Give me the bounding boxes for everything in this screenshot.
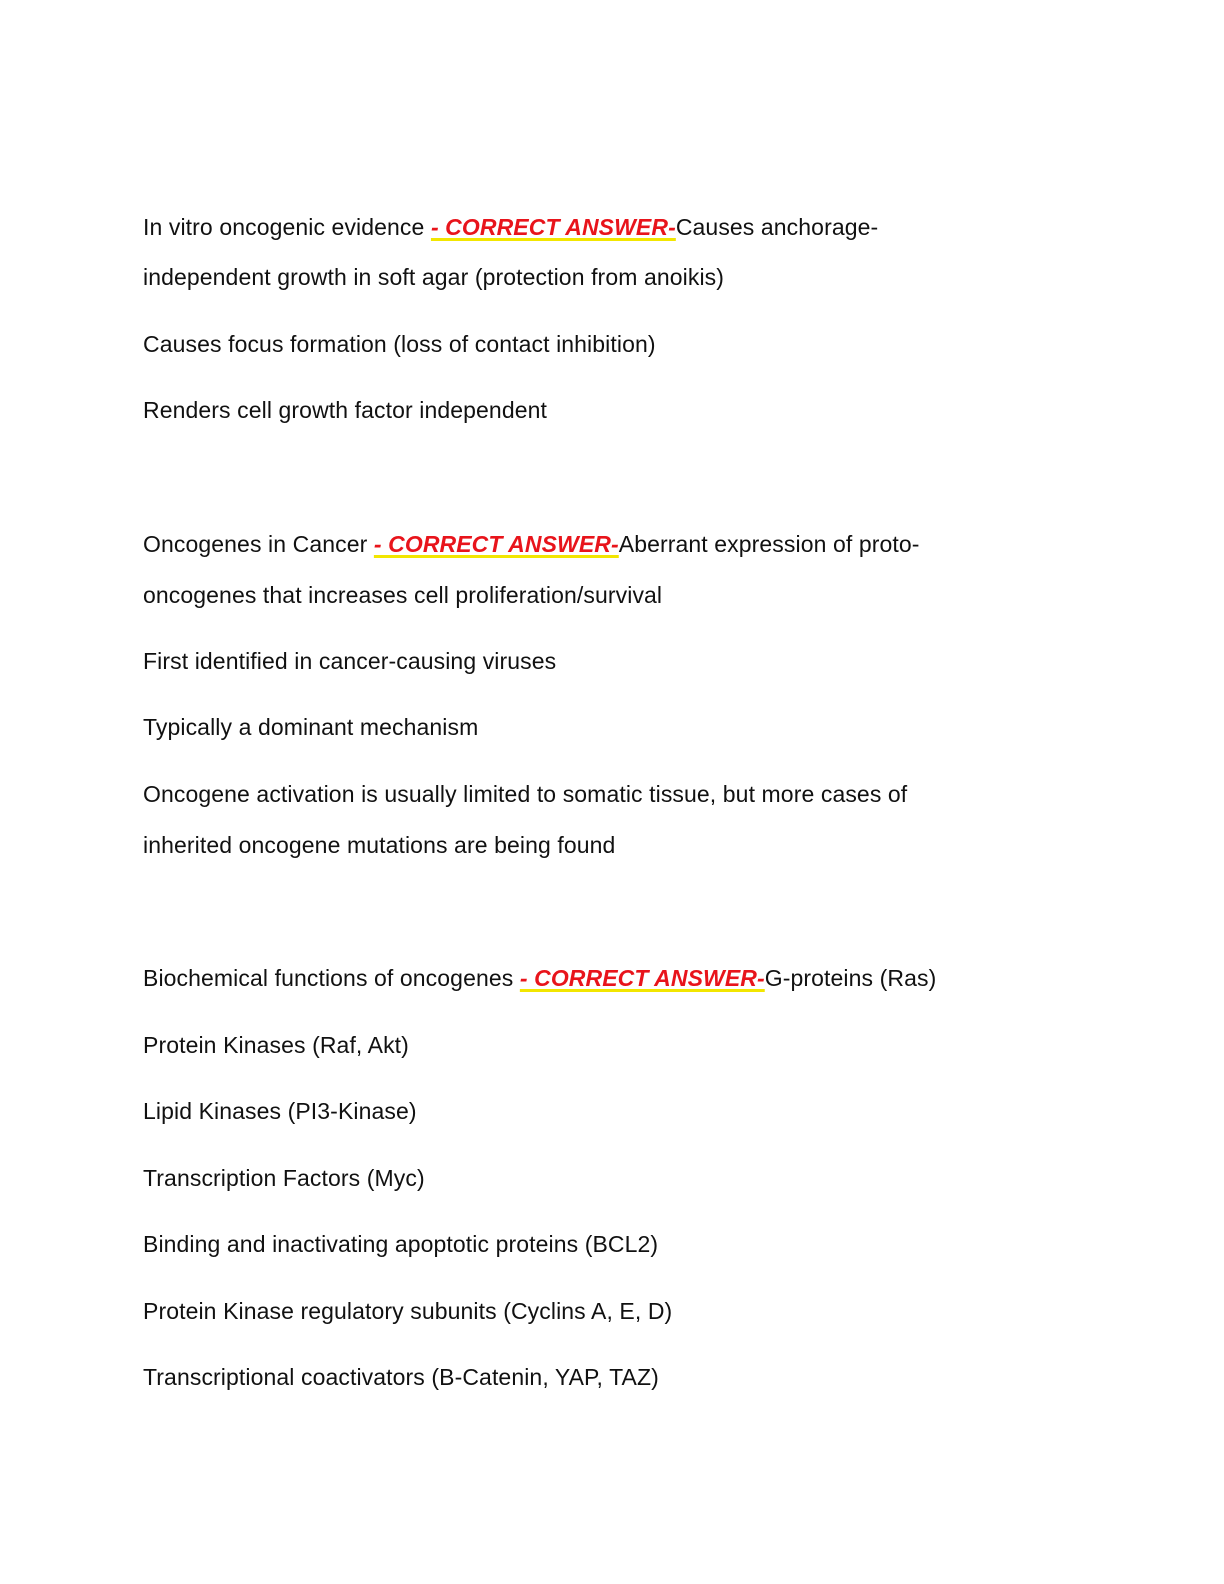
card-2-answer-start: Aberrant expression of proto- <box>618 531 920 557</box>
card-1-question-line <box>143 212 878 242</box>
card-3-line-2: Lipid Kinases (PI3-Kinase) <box>143 1098 417 1124</box>
card-1-answer-tag: - CORRECT ANSWER- <box>430 214 676 240</box>
card-1-line-2: Causes focus formation (loss of contact inhibition) <box>143 331 656 357</box>
card-3-line-6: Transcriptional coactivators (B-Catenin, YAP, TAZ) <box>143 1364 659 1390</box>
card-3-line-1: Protein Kinases (Raf, Akt) <box>143 1032 409 1058</box>
card-2-answer-tag: - CORRECT ANSWER- <box>373 531 619 557</box>
card-2-line-2: First identified in cancer-causing viruses <box>143 648 557 674</box>
card-1-term: In vitro oncogenic evidence <box>143 214 425 240</box>
card-2-line-5: inherited oncogene mutations are being found <box>143 832 616 858</box>
card-3-line-3: Transcription Factors (Myc) <box>143 1165 425 1191</box>
card-1-answer-start: Causes anchorage- <box>675 214 879 240</box>
card-2-question-line <box>143 529 920 559</box>
card-2-line-1: oncogenes that increases cell proliferation/survival <box>143 582 663 608</box>
card-3-question-line <box>143 963 936 993</box>
card-2-line-3: Typically a dominant mechanism <box>143 714 479 740</box>
card-2-line-4: Oncogene activation is usually limited to somatic tissue, but more cases of <box>143 781 908 807</box>
card-1-line-3: Renders cell growth factor independent <box>143 397 547 423</box>
card-3-line-4: Binding and inactivating apoptotic proteins (BCL2) <box>143 1231 659 1257</box>
card-3-line-5: Protein Kinase regulatory subunits (Cyclins A, E, D) <box>143 1298 673 1324</box>
card-3-answer-tag: - CORRECT ANSWER- <box>519 965 765 991</box>
card-3-answer-start: G-proteins (Ras) <box>764 965 937 991</box>
card-3-term: Biochemical functions of oncogenes <box>143 965 514 991</box>
card-1-line-1: independent growth in soft agar (protection from anoikis) <box>143 264 725 290</box>
card-2-term: Oncogenes in Cancer <box>143 531 368 557</box>
